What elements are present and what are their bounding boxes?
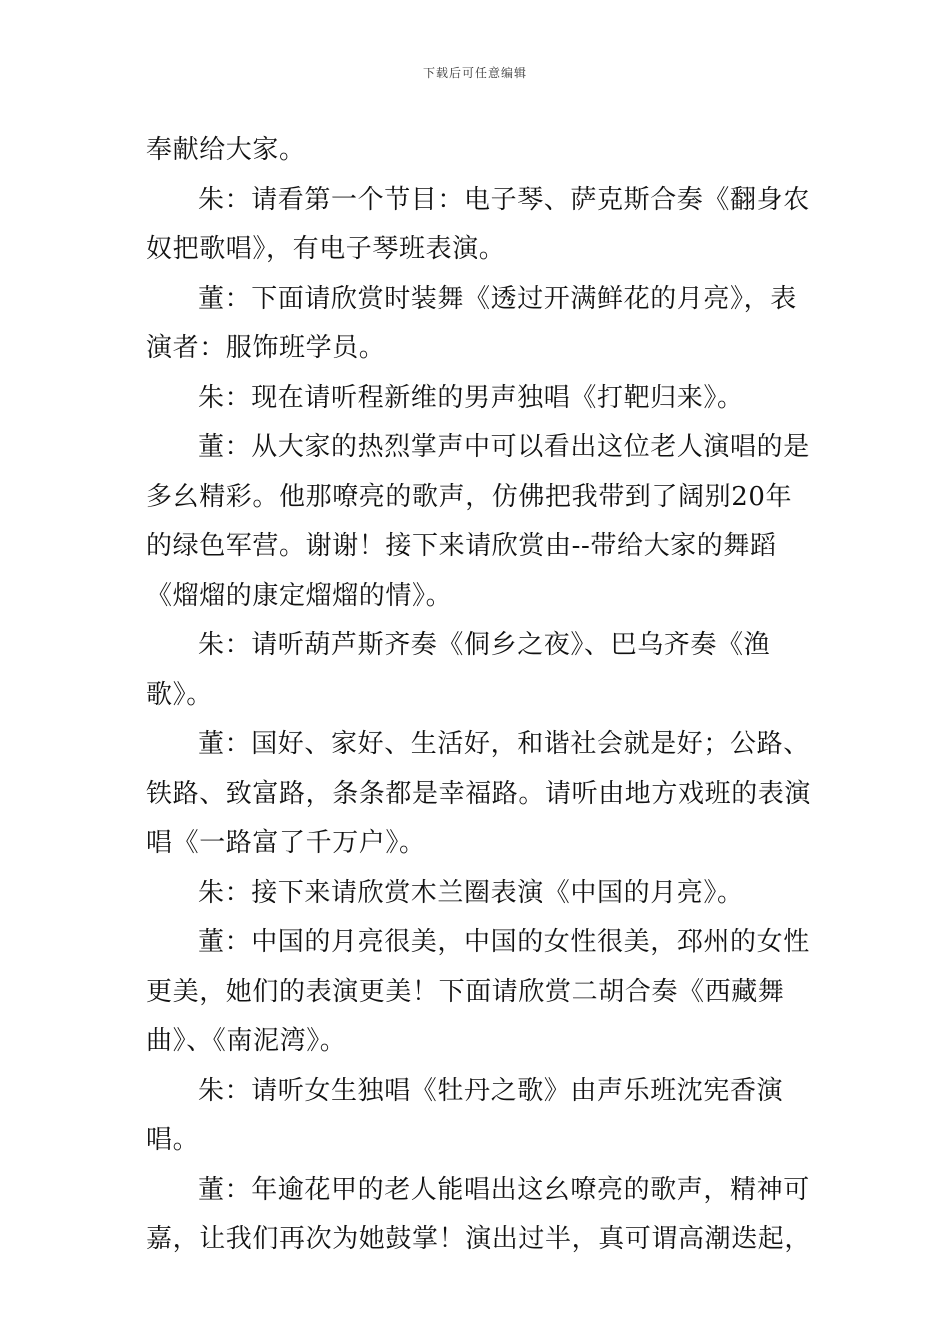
document-body (146, 126, 811, 1265)
paragraph-dong-elder: 董：年逾花甲的老人能唱出这幺嘹亮的歌声，精神可嘉，让我们再次为她鼓掌！演出过半，真可谓高潮迭起， (146, 1174, 812, 1254)
paragraph-zhu-program-1: 朱：请看第一个节目：电子琴、萨克斯合奏《翻身农奴把歌唱》，有电子琴班表演。 (146, 184, 810, 264)
paragraph-zhu-male-solo: 朱：现在请听程新维的男声独唱《打靶归来》。 (198, 382, 744, 413)
paragraph-continuation: 奉献给大家。 (146, 135, 306, 165)
paragraph-dong-applause: 董：从大家的热烈掌声中可以看出这位老人演唱的是多幺精彩。他那嘹亮的歌声，仿佛把我带到了阔别20年的绿色军营。谢谢！接下来请欣赏由--带给大家的舞蹈《熘熘的康定熘熘的情》。 (146, 432, 810, 611)
page-header-note: 下载后可任意编辑 (422, 66, 527, 80)
paragraph-dong-harmony: 董：国好、家好、生活好，和谐社会就是好；公路、铁路、致富路，条条都是幸福路。请听由地方戏班的表演唱《一路富了千万户》。 (146, 729, 812, 858)
paragraph-zhu-female-solo: 朱：请听女生独唱《牡丹之歌》由声乐班沈宪香演唱。 (146, 1075, 784, 1155)
paragraph-dong-fashion-dance: 董：下面请欣赏时装舞《透过开满鲜花的月亮》，表演者：服饰班学员。 (146, 283, 797, 363)
paragraph-zhu-mulan: 朱：接下来请欣赏木兰圈表演《中国的月亮》。 (198, 877, 744, 908)
paragraph-zhu-hulusi: 朱：请听葫芦斯齐奏《侗乡之夜》、巴乌齐奏《渔歌》。 (146, 630, 771, 710)
paragraph-dong-moon: 董：中国的月亮很美，中国的女性很美，邳州的女性更美，她们的表演更美！下面请欣赏二胡合奏《西藏舞曲》、《南泥湾》。 (146, 927, 810, 1056)
